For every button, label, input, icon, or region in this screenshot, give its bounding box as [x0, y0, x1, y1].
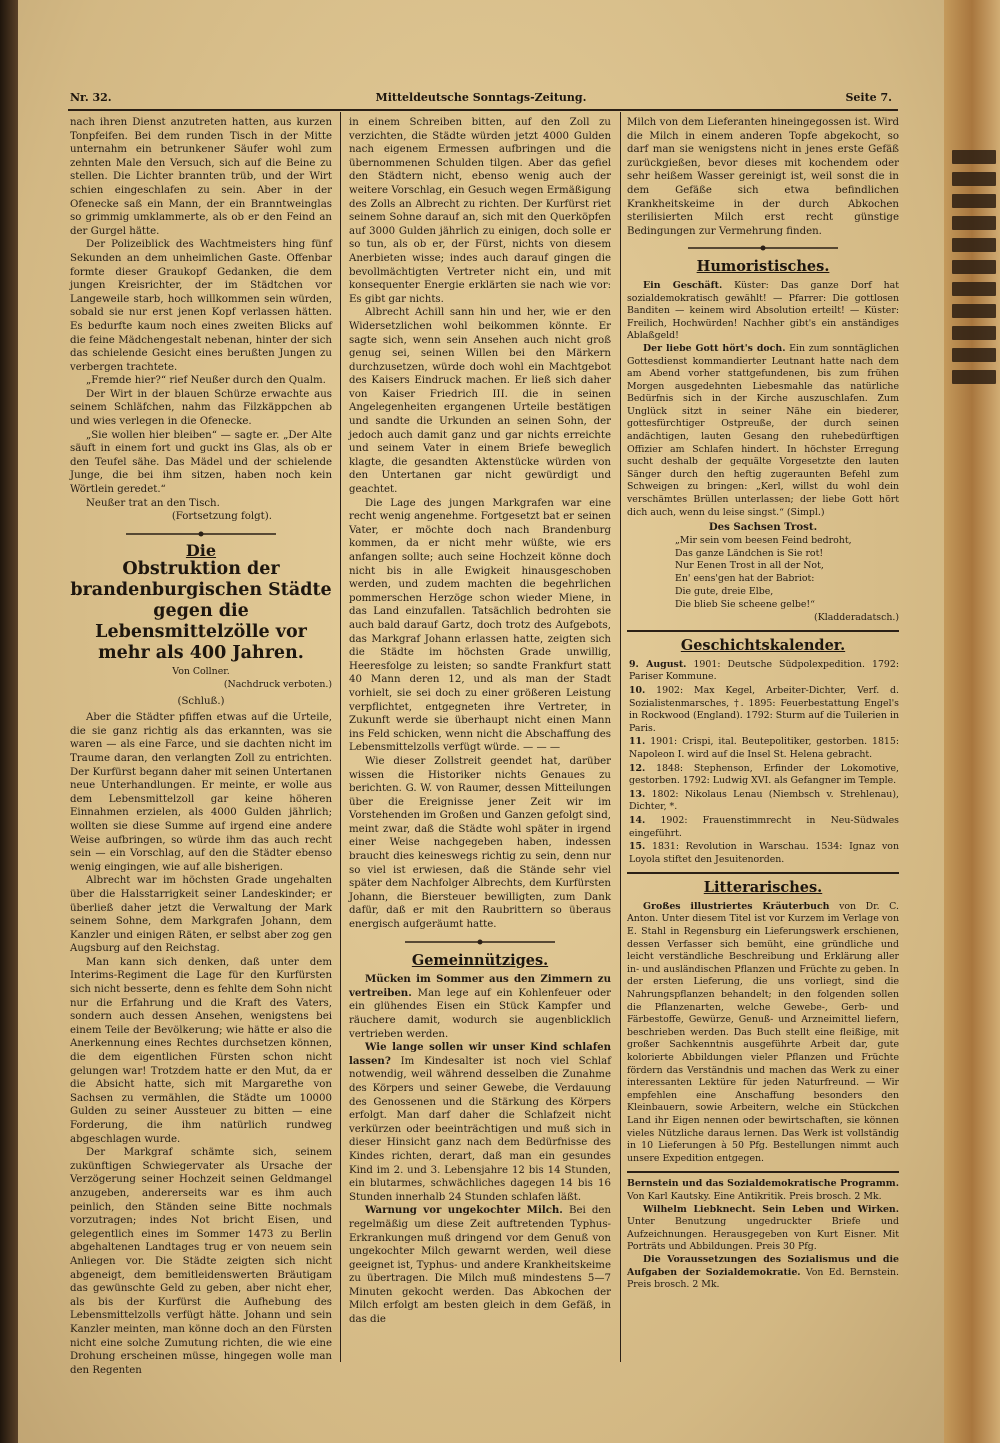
- continuation-note: (Fortsetzung folgt).: [171, 511, 272, 523]
- section-title-literature: Litterarisches.: [703, 879, 823, 897]
- literature-section: [627, 872, 899, 1165]
- section-divider-ornament: [126, 530, 276, 538]
- adjacent-page-edge: [944, 0, 1000, 1443]
- article-paragraph: Aber die Städter pfiffen etwas auf die Urteile, die sie ganz richtig als das erkannten, was sie waren — als eine Farce, und sie dachten nicht im Traume daran, den verlangten Zoll zu entrichten. Der Kurfürst begann daher mit seinen Untertanen neue Unterhandlungen. Er meinte, er wolle aus dem Lebensmittelzoll gar keine höheren Einnahmen erzielen, als 4000 Gulden jährlich; wollten sie diese Summe auf irgend eine andere Weise aufbringen, so würde ihm das auch recht sein — ein Vorschlag, auf den die Städter ebenso wenig eingingen, wie auf alle bisherigen.: [70, 712, 332, 873]
- calendar-entry: [627, 841, 899, 866]
- calendar-entry: [627, 763, 899, 788]
- calendar-date: 11.: [629, 736, 646, 748]
- conclusion-note: (Schluß.): [177, 695, 225, 707]
- poem-line: Die blieb Sie scheene gelbe!“: [675, 598, 815, 610]
- section-title-calendar: Geschichtskalender.: [680, 637, 846, 655]
- tip-text: Im Kindesalter ist noch viel Schlaf notwendig, weil während desselben die Zunahme des Körpers und seiner Gewebe, die Verdauung des Genossenen und die Stärkung des Körpers erfolgt. Man darf daher die Schlafzeit nicht verkürzen oder beeinträchtigen und muß sich in dieser Hinsicht ganz nach dem Bedürfnisse des Kindes richten, derart, daß man ein gesundes Kind im 2. und 3. Lebensjahre 12 bis 14 Stunden, ein blutarmes, schwächliches dagegen 14 bis 16 Stunden innerhalb 24 Stunden schlafen läßt.: [349, 1055, 611, 1203]
- section-title-humoristisches: Humoristisches.: [696, 258, 830, 276]
- article-paragraph: Die Lage des jungen Markgrafen war eine recht wenig angenehme. Fortgesetzt bat er seinen Vater, er möchte doch nach Brandenburg kommen, da er nicht mehr wüßte, wie ers anfangen sollte; auch seine Hochzeit könne doch nicht bis in alle Ewigkeit hinausgeschoben werden, und zudem machten die begehrlichen pommerschen Herzöge schon wieder Miene, in das Land einzufallen. Tatsächlich bedrohten sie auch bald darauf Gartz, doch trotz des Aufgebots, das Markgraf Johann erlassen hatte, zeigten sich die Städte im höchsten Grade unwillig, Heeresfolge zu leisten; so sandte Frankfurt statt 40 Mann deren 12, und als man der Stadt vorhielt, sie sei doch zu einer größeren Leistung verpflichtet, entgegneten ihre Vertreter, in Zukunft werde sie überhaupt nicht einen Mann ins Feld schicken, wenn nicht die Abschaffung des Lebensmittelzolls verfügt würde. — — —: [349, 497, 611, 754]
- ad-title: Bernstein und das Sozialdemokratische Programm.: [627, 1178, 899, 1190]
- calendar-text: 1902: Frauenstimmrecht in Neu-Südwales eingeführt.: [629, 814, 899, 839]
- poem-line: Die gute, dreie Elbe,: [675, 586, 774, 597]
- calendar-entry: [627, 659, 899, 684]
- issue-number: Nr. 32.: [70, 91, 112, 104]
- section-divider-ornament: [405, 938, 555, 946]
- tip-text: Man lege auf ein Kohlenfeuer oder ein glühendes Eisen ein Stück Kampfer und räuchere damit, wodurch sie augenblicklich vertrieben werden.: [349, 987, 611, 1040]
- poem: [627, 535, 899, 612]
- poem-source: (Kladderadatsch.): [814, 611, 899, 623]
- calendar-text: 1831: Revolution in Warschau. 1534: Ignaz von Loyola stiftet den Jesuitenorden.: [629, 841, 899, 865]
- column-rule-1: [340, 112, 341, 1362]
- poem-line: En' eens'gen hat der Babriot:: [675, 573, 815, 585]
- poem-line: Das ganze Ländchen is Sie rot!: [675, 547, 824, 559]
- article-paragraph: Albrecht war im höchsten Grade ungehalten über die Halsstarrigkeit seiner Landeskinder; er überließ daher jetzt die Verwaltung der Mark seinem Sohne, dem Markgrafen Johann, dem Kanzler und einigen Räten, er selbst aber zog gen Augsburg auf den Reichstag.: [70, 875, 332, 955]
- tip-title: Mücken im Sommer aus den Zimmern zu vertreiben.: [349, 973, 611, 999]
- calendar-entry: [627, 815, 899, 840]
- page-binding: [0, 0, 18, 1443]
- tip-title: Wie lange sollen wir unser Kind schlafen lassen?: [349, 1041, 611, 1067]
- article-paragraph: Albrecht Achill sann hin und her, wie er den Widersetzlichen wohl beikommen könnte. Er sagte sich, wenn sein Ansehen auch nicht groß genug sei, seinen Willen bei den Märkern durchzusetzen, würde doch wohl ein Machtgebot des Kaisers Eindruck machen. Er ließ sich daher von Kaiser Friedrich III. die in seinen Angelegenheiten ergangenen Urteile bestätigen und sandte die Urkunden an seinen Sohn, der jedoch auch damit ganz und gar nichts erreichte und seinem Vater in einem Briefe beweglich klagte, die gesandten Aktenstücke würden von den Untertanen gar nicht gewürdigt und geachtet.: [349, 307, 611, 496]
- page-number: Seite 7.: [845, 91, 892, 104]
- book-advertisements: [627, 1171, 899, 1291]
- story-paragraph: Neußer trat an den Tisch.: [86, 497, 220, 509]
- article-paragraph: Man kann sich denken, daß unter dem Interims-Regiment die Lage für den Kurfürsten sich nicht besserte, denn es fehlte dem Sohn nicht nur die Erfahrung und die Kraft des Vaters, sondern auch dessen Ansehen, wenigstens bei einem Teile der Bevölkerung; wie hätte er also die Anerkennung eines Rechtes durchsetzen können, die dem eigentlichen Fürsten schon nicht gelungen war! Trotzdem hatte er den Mut, da er die Absicht hatte, sich mit Margarethe von Sachsen zu vermählen, die Städte um 10000 Gulden zu seiner Aussteuer zu bitten — eine Forderung, die ihm natürlich rundweg abgeschlagen wurde.: [70, 956, 332, 1145]
- story-paragraph: Der Wirt in der blauen Schürze erwachte aus seinem Schläfchen, nahm das Filzkäppchen ab und wies verlegen in die Ofenecke.: [70, 388, 332, 428]
- calendar-text: 1902: Max Kegel, Arbeiter-Dichter, Verf. d. Sozialistenmarsches, †. 1895: Feuerbestattung Engel's in Rockwood (England). 1792: Sturm auf die Tuilerien in Paris.: [629, 684, 899, 734]
- calendar-date: 15.: [629, 841, 646, 853]
- column-2: [349, 116, 611, 1327]
- calendar-date: 10.: [629, 684, 646, 696]
- calendar-date: 12.: [629, 762, 646, 774]
- history-calendar: [627, 630, 899, 866]
- newspaper-title: Mitteldeutsche Sonntags-Zeitung.: [375, 91, 587, 104]
- story-paragraph: nach ihren Dienst anzutreten hatten, aus kurzen Tonpfeifen. Bei dem runden Tisch in der Mitte unternahm ein betrunkener Säufer wohl zum zehnten Male den Versuch, sich auf die Beine zu stellen. Die Lichter brannten trüb, und der Wirt schien eingeschlafen zu sein. Aber in der Ofenecke saß ein Mann, der ein Branntweinglas so grimmig umklammerte, als ob er den Feind an der Gurgel hätte.: [70, 117, 332, 237]
- joke-title: Der liebe Gott hört's doch.: [643, 342, 786, 354]
- poem-line: Nur Eenen Trost in all der Not,: [675, 560, 824, 572]
- column-3: [627, 116, 899, 1292]
- ad-title: Wilhelm Liebknecht. Sein Leben und Wirken.: [643, 1203, 899, 1215]
- column-rule-2: [620, 112, 621, 1362]
- joke-text: Küster: Das ganze Dorf hat sozialdemokratisch gewählt! — Pfarrer: Die gottlosen Banditen — keinem wird Absolution erteilt! — Küster: Freilich, Hochwürden! Nachher gibt's ein anständiges Ablaßgeld!: [627, 279, 900, 342]
- joke-text: Ein zum sonntäglichen Gottesdienst kommandierter Leutnant hatte nach dem am Abend vorher stattgefundenen, bis zum frühen Morgen ausgedehnten Liebesmahle das natürliche Bedürfnis sich in der Kirche auszuschlafen. Zum Unglück sitzt in seiner Nähe ein biederer, gottesfürchtiger Ostpreuße, der durch seinen andächtigen, lauten Gesang den ruhebedürftigen Offizier am Schlafen hindert. In höchster Erregung sucht deshalb der gequälte Vorgesetzte den lauten Sänger durch den heftig zugeraunten Befehl zum Schweigen zu bringen: „Kerl, willst du wohl dein verschämtes Brüllen unterlassen; der liebe Gott hört dich auch, wenn du leise singst.“: [627, 342, 900, 518]
- book-review: von Dr. C. Anton. Unter diesem Titel ist vor Kurzem im Verlage von E. Stahl in Regensburg ein Lieferungswerk erschienen, dessen Verfasser sich bemüht, eine gründliche und leicht verständliche Beschreibung und Erklärung aller in- und ausländischen Pflanzen und Früchte zu geben. In der ersten Lieferung, die uns vorliegt, sind die Nahrungspflanzen behandelt; in den folgenden sollen die Pflanzenarten, welche Gewebe-, Gerb- und Färbestoffe, Gewürze, Genuß- und Arzneimittel liefern, beschrieben werden. Das Buch stellt eine fleißige, mit großer Sachkenntnis ausgeführte Arbeit dar, gute kolorierte Abbildungen vieler Pflanzen und Früchte fördern das Verständnis und machen das Werk zu einer interessanten Lektüre für jeden Naturfreund. — Wir empfehlen eine Anschaffung besonders den Kleinbauern, sowie Arbeitern, welche ein Stückchen Land ihr Eigen nennen oder bewirtschaften, sie können vieles Nützliche daraus lernen. Das Werk ist vollständig in 10 Lieferungen à 50 Pfg. Bestellungen nimmt auch unsere Expedition entgegen.: [627, 900, 899, 1164]
- calendar-entry: [627, 736, 899, 761]
- copyright-note: (Nachdruck verboten.): [223, 679, 332, 690]
- article-paragraph: Der Markgraf schämte sich, seinem zukünftigen Schwiegervater als Ursache der Verzögerung seiner Hochzeit seinen Geldmangel anzugeben, andererseits war es ihm auch peinlich, den Ständen seine Bitte nochmals vorzutragen; indes Not bricht Eisen, und gelegentlich eines im Sommer 1473 zu Berlin abgehaltenen Landtages trug er von neuem sein Anliegen vor. Die Städte zeigten sich nicht abgeneigt, dem bemitleidenswerten Bräutigam das gewünschte Geld zu geben, aber nicht eher, als bis der Kurfürst die Aufhebung des Lebensmittelzolls verfügt hätte. Johann und sein Kanzler meinten, man könne doch an den Fürsten nicht eine solche Zumutung richten, die wie eine Drohung erscheinen müsse, hingegen wolle man den Regenten: [70, 1147, 332, 1376]
- section-title-gemeinnuetziges: Gemeinnütziges.: [411, 951, 549, 969]
- article-paragraph: in einem Schreiben bitten, auf den Zoll zu verzichten, die Städte würden jetzt 4000 Gulden nach eigenem Ermessen aufbringen und die übernommenen Schulden tilgen. Aber das gefiel den Städtern nicht, ebenso wenig auch der weitere Vorschlag, ein Gesuch wegen Ermäßigung des Zolls an Albrecht zu richten. Der Kurfürst riet seinem Sohne darauf an, sich mit den Querköpfen auf 3000 Gulden jährlich zu einigen, doch solle er so tun, als ob er, der Fürst, nichts von diesem Anerbieten wisse; indes auch darauf gingen die bevollmächtigten Vertreter nicht ein, und mit konsequenter Energie erklärten sie nach wie vor: Es gibt gar nichts.: [349, 117, 611, 305]
- calendar-entry: [627, 685, 899, 735]
- calendar-date: 14.: [629, 814, 646, 826]
- calendar-text: 1802: Nikolaus Lenau (Niembsch v. Strehlenau), Dichter, *.: [629, 788, 899, 813]
- column-1: [70, 116, 332, 1377]
- poem-title: Des Sachsen Trost.: [708, 521, 818, 534]
- joke-source: (Simpl.): [786, 506, 825, 518]
- story-paragraph: „Sie wollen hier bleiben“ — sagte er. „Der Alte säuft in einem fort und guckt ins Glas, als ob er den Teufel sähe. Das Mädel und der schielende Junge, die bei ihm sitzen, haben noch kein Wörtlein geredet.“: [70, 429, 332, 496]
- article-title-prefix: Die: [185, 540, 217, 560]
- book-title: Großes illustriertes Kräuterbuch: [643, 900, 830, 912]
- ad-title: Die Voraussetzungen des Sozialismus und die Aufgaben der Sozialdemokratie.: [627, 1253, 899, 1278]
- poem-line: „Mir sein vom beesen Feind bedroht,: [675, 534, 852, 546]
- calendar-text: 1901: Crispi, ital. Beutepolitiker, gestorben. 1815: Napoleon I. wird auf die Insel St. Helena gebracht.: [629, 736, 900, 760]
- article-author: Von Collner.: [172, 666, 230, 678]
- ad-text: Von Karl Kautsky. Eine Antikritik. Preis brosch. 2 Mk.: [627, 1190, 882, 1202]
- article-paragraph: Wie dieser Zollstreit geendet hat, darüber wissen die Historiker nichts Genaues zu berichten. G. W. von Raumer, dessen Mitteilungen über die Ereignisse jener Zeit wir im Vorstehenden im Großen und Ganzen gefolgt sind, meint zwar, daß die Städte wohl später in irgend einer Weise nachgegeben haben, indessen braucht dies keineswegs richtig zu sein, denn nur so viel ist erwiesen, daß die Stände sehr viel später dem Nachfolger Albrechts, dem Kurfürsten Johann, die Biersteuer bewilligten, zum Dank dafür, daß er mit den Raubrittern so überaus energisch aufgeräumt hatte.: [349, 755, 611, 931]
- tip-title: Warnung vor ungekochter Milch.: [365, 1204, 563, 1217]
- ad-text: Von Ed. Bernstein. Preis brosch. 2 Mk.: [627, 1266, 899, 1291]
- tip-text: Bei den regelmäßig um diese Zeit auftretenden Typhus-Erkrankungen muß dringend vor dem Genuß von ungekochter Milch gewarnt werden, weil diese geeignet ist, Typhus- und andere Krankheitskeime zu übertragen. Die Milch muß mindestens 5—7 Minuten gekocht werden. Das Abkochen der Milch erfolgt am besten gleich in dem Gefäß, in das die: [349, 1205, 611, 1326]
- calendar-text: 1901: Deutsche Südpolexpedition. 1792: Pariser Kommune.: [629, 658, 900, 683]
- calendar-date: 9. August.: [629, 658, 687, 670]
- story-paragraph: Der Polizeiblick des Wachtmeisters hing fünf Sekunden an dem unheimlichen Gaste. Offenbar formte dieser Graukopf Gedanken, die dem jungen Kreisrichter, der im Städtchen vor Langeweile starb, hoch willkommen sein würden, sobald sie nur erst jenen Kopf verlassen hätten. Es bedurfte kaum noch eines zweiten Blicks auf die feine Mädchengestalt nebenan, hinter der sich das schielende Gesicht eines berußten Jungen zu verbergen trachtete.: [70, 239, 332, 373]
- section-divider-ornament: [688, 244, 838, 252]
- joke-title: Ein Geschäft.: [643, 279, 723, 291]
- calendar-entry: [627, 789, 899, 814]
- tip-continuation: Milch von dem Lieferanten hineingegossen ist. Wird die Milch in einem anderen Topfe abgekocht, so darf man sie wenigstens nicht in jenes erste Gefäß zurückgießen, bevor dieses mit kochendem oder sehr heißem Wasser gereinigt ist, weil sonst die in dem Gefäße sich etwa befindlichen Krankheitskeime in der durch Abkochen sterilisierten Milch erst recht günstige Bedingungen zur Vermehrung finden.: [627, 117, 899, 237]
- calendar-date: 13.: [629, 788, 646, 800]
- header-rule: [68, 109, 898, 111]
- newspaper-page: [18, 0, 944, 1443]
- ad-text: Unter Benutzung ungedruckter Briefe und Aufzeichnungen. Herausgegeben von Kurt Eisner. Mit Porträts und Abbildungen. Preis 30 Pfg.: [627, 1216, 899, 1253]
- story-paragraph: „Fremde hier?“ rief Neußer durch den Qualm.: [86, 375, 326, 387]
- calendar-text: 1848: Stephenson, Erfinder der Lokomotive, gestorben. 1792: Ludwig XVI. als Gefangner im Temple.: [629, 762, 899, 787]
- article-title: Obstruktion der brandenburgischen Städte gegen die Lebensmittelzölle vor mehr als 400 Jahren.: [70, 559, 332, 664]
